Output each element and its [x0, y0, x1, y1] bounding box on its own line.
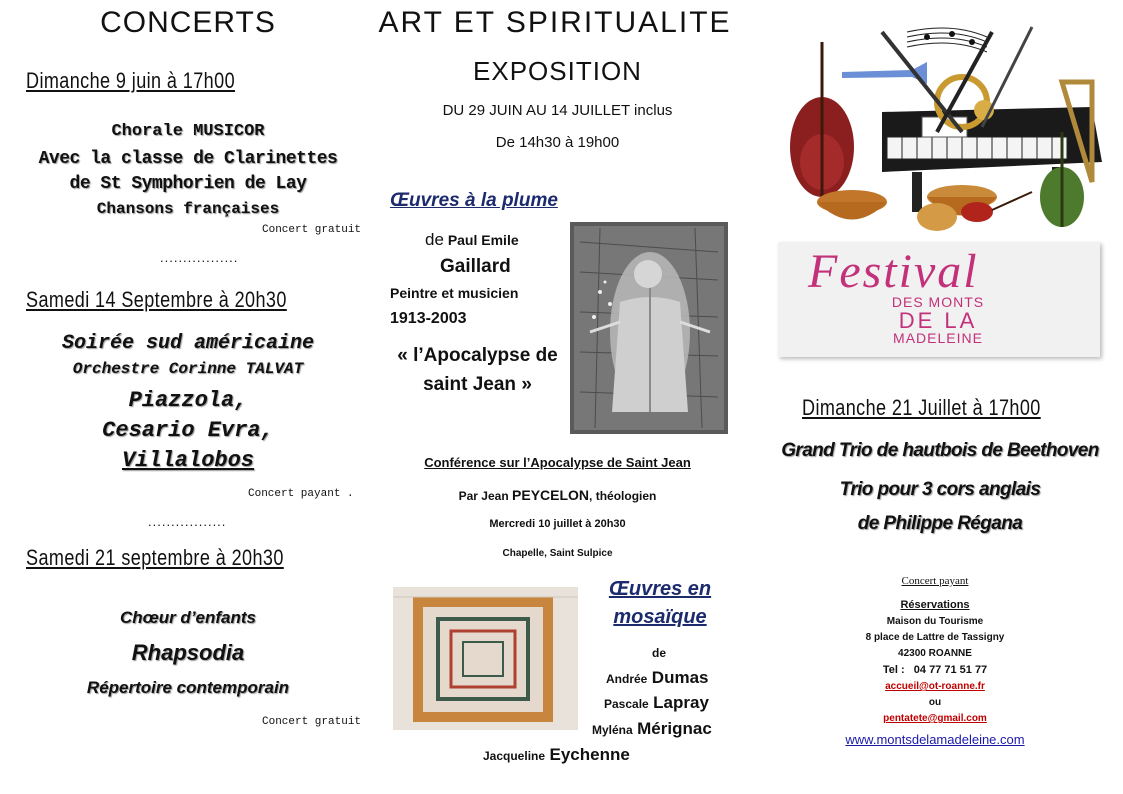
plume-lastname: Gaillard [440, 256, 511, 277]
exposition-heading: EXPOSITION [473, 56, 642, 86]
reservations-line2: 8 place de Lattre de Tassigny [865, 632, 1005, 643]
concert2-line1: Soirée sud américaine [61, 332, 315, 355]
mosaic-heading-line1: Œuvres en [608, 578, 712, 600]
festival-logo-line3: MADELEINE [893, 330, 983, 346]
concert2-line3: Piazzola, [128, 388, 248, 413]
website-link[interactable]: www.montsdelamadeleine.com [845, 732, 1025, 747]
exposition-dates: DU 29 JUIN AU 14 JUILLET inclus [442, 102, 673, 119]
exposition-hours: De 14h30 à 19h00 [495, 134, 620, 151]
concert3-price: Concert gratuit [262, 716, 362, 728]
concert3-line1: Chœur d’enfants [120, 608, 256, 627]
conference-speaker-prefix: Par Jean [458, 489, 509, 503]
separator-1: ................. [160, 250, 239, 265]
concert3-line2: Rhapsodia [131, 640, 245, 665]
concert4-date: Dimanche 21 Juillet à 17h00 [802, 395, 1041, 420]
concert2-line5: Villalobos [121, 448, 255, 473]
mosaic-photo [393, 587, 578, 730]
mosaic-artist-2-first: Pascale [604, 697, 649, 711]
concert1-date: Dimanche 9 juin à 17h00 [26, 68, 236, 93]
concert4-line3: de Philippe Régana [857, 513, 1023, 534]
reservations-line3: 42300 ROANNE [898, 648, 972, 659]
concert2-price: Concert payant . [248, 488, 354, 500]
conference-speaker-name: PEYCELON [512, 487, 590, 503]
concert3-date: Samedi 21 septembre à 20h30 [26, 545, 284, 570]
concert1-line3: de St Symphorien de Lay [69, 174, 307, 194]
concert1-price: Concert gratuit [262, 224, 362, 236]
concert2-line4: Cesario Evra, [102, 418, 274, 443]
mosaic-artist-4-last: Eychenne [549, 745, 630, 764]
mosaic-artist-1-first: Andrée [606, 672, 648, 686]
mosaic-de: de [652, 646, 667, 660]
plume-firstname: Paul Emile [447, 232, 519, 248]
concert4-price: Concert payant [901, 575, 969, 587]
mosaic-artist-2-last: Lapray [653, 693, 709, 712]
plume-years: 1913-2003 [390, 310, 467, 327]
festival-logo-line2: DE LA [898, 308, 978, 333]
mosaic-heading-line2: mosaïque [613, 606, 707, 628]
apocalypse-drawing [570, 222, 728, 434]
plume-heading: Œuvres à la plume [390, 190, 558, 211]
concert2-line2: Orchestre Corinne TALVAT [72, 360, 304, 378]
plume-author-first [425, 230, 519, 250]
concert4-line2: Trio pour 3 cors anglais [839, 479, 1041, 500]
plume-work-line2: saint Jean » [423, 374, 532, 395]
mosaic-artist-1 [606, 668, 708, 688]
reservations-email1-wrap [760, 681, 1110, 692]
conference-title: Conférence sur l’Apocalypse de Saint Jean [424, 455, 691, 470]
festival-logo-script: Festival [808, 245, 979, 298]
concert1-line4: Chansons françaises [96, 200, 280, 218]
mosaic-artist-3 [592, 719, 712, 739]
reservations-title: Réservations [900, 599, 970, 611]
reservations-or: ou [928, 697, 942, 708]
concert4-line1: Grand Trio de hautbois de Beethoven [781, 440, 1099, 461]
plume-work-line1: « l’Apocalypse de [397, 345, 558, 366]
website-wrap [760, 732, 1110, 747]
plume-role: Peintre et musicien [390, 285, 519, 301]
reservations-email2-link[interactable]: pentatete@gmail.com [883, 713, 987, 724]
mosaic-artist-1-last: Dumas [651, 668, 709, 687]
separator-2: ................. [148, 514, 227, 529]
festival-logo [778, 242, 1100, 357]
concerts-title: CONCERTS [100, 6, 276, 39]
mosaic-artist-4 [483, 745, 630, 765]
reservations-line1: Maison du Tourisme [886, 616, 984, 627]
concert1-line2: Avec la classe de Clarinettes [38, 149, 338, 169]
concert3-line3: Répertoire contemporain [86, 678, 290, 697]
concert2-date: Samedi 14 Septembre à 20h30 [26, 287, 287, 312]
conference-when: Mercredi 10 juillet à 20h30 [489, 518, 626, 530]
reservations-email1-link[interactable]: accueil@ot-roanne.fr [885, 681, 985, 692]
concert1-line1: Chorale MUSICOR [111, 122, 265, 141]
mosaic-artist-4-first: Jacqueline [483, 749, 546, 763]
mosaic-artist-3-first: Myléna [592, 723, 633, 737]
art-title: ART ET SPIRITUALITE [378, 6, 732, 39]
conference-where: Chapelle, Saint Sulpice [502, 548, 613, 559]
festival-logo-line1: DES MONTS [891, 294, 985, 310]
instruments-illustration [762, 12, 1122, 237]
conference-speaker-suffix: , théologien [589, 489, 657, 503]
plume-de: de [425, 230, 444, 249]
reservations-phone: Tel : 04 77 71 51 77 [882, 664, 988, 676]
conference-speaker [385, 487, 730, 503]
mosaic-artist-3-last: Mérignac [637, 719, 712, 738]
reservations-email2-wrap [760, 713, 1110, 724]
mosaic-artist-2 [604, 693, 709, 713]
